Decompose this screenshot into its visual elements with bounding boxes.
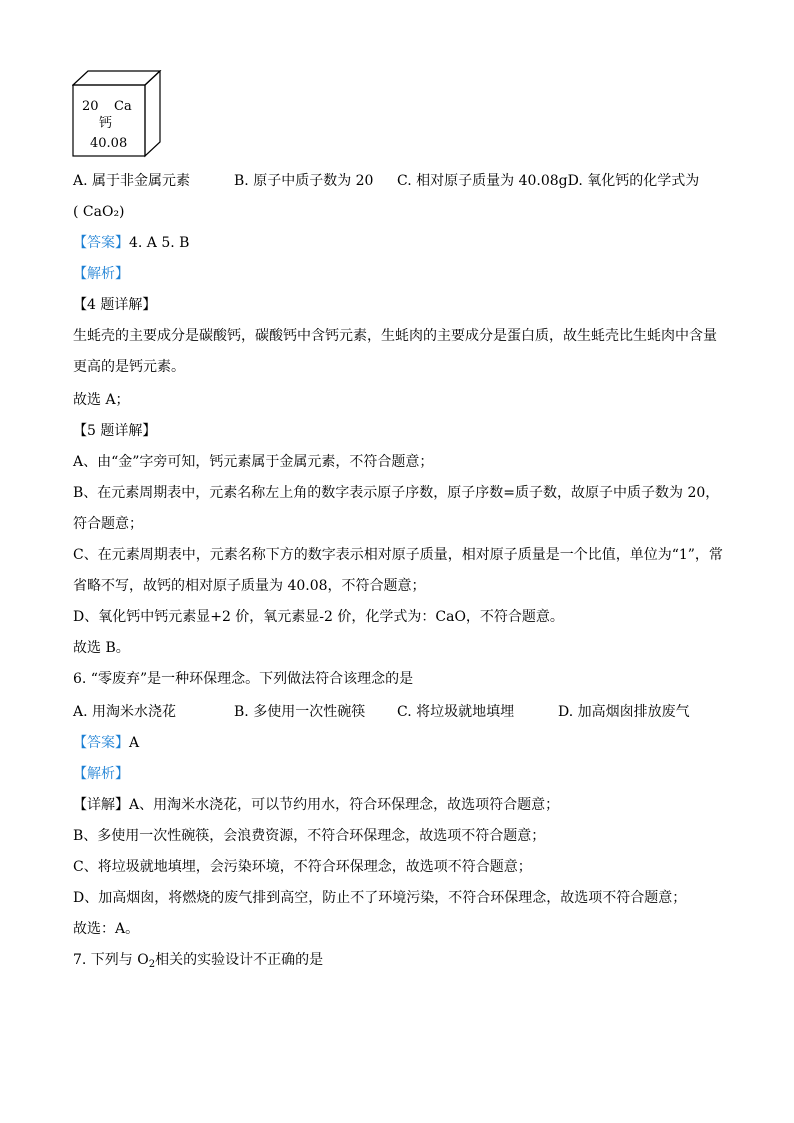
analysis-label: 【解析】: [73, 266, 129, 282]
q7-stem: 7. 下列与 $O_2$相关的实验设计不正确的是: [73, 952, 324, 970]
q6-option-c: C. 将垃圾就地填埋: [397, 704, 515, 720]
element-symbol: Ca: [114, 99, 132, 114]
atomic-mass: 40.08: [90, 136, 128, 151]
q6-option-d: D. 加高烟囱排放废气: [558, 704, 690, 720]
q5-option-a: A. 属于非金属元素: [73, 173, 191, 189]
q6-detail-text: A、用淘米水浇花，可以节约用水，符合环保理念，故选项符合题意；: [129, 797, 560, 813]
q6-detail-line: D、加高烟囱，将燃烧的废气排到高空，防止不了环境污染，不符合环保理念，故选项不符合题意；: [73, 890, 687, 906]
q5-detail-line: 故选 B。: [73, 640, 130, 656]
q5-detail-tag: 【5 题详解】: [73, 423, 157, 439]
q4-detail-line: 更高的是钙元素。: [73, 359, 185, 375]
q4-detail-line: 故选 A；: [73, 392, 130, 408]
atomic-number: 20: [82, 99, 99, 114]
q5-option-d-continued: ( CaO₂): [73, 204, 125, 220]
q6-option-b: B. 多使用一次性碗筷: [234, 704, 366, 720]
q6-detail-line: 故选：A。: [73, 921, 140, 937]
q5-option-b: B. 原子中质子数为 20: [234, 173, 374, 189]
q4-detail-line: 生蚝壳的主要成分是碳酸钙，碳酸钙中含钙元素，生蚝肉的主要成分是蛋白质，故生蚝壳比生蚝肉中含量: [73, 328, 717, 344]
q6-detail-line: [73, 795, 559, 815]
q5-detail-line: A、由“金”字旁可知，钙元素属于金属元素，不符合题意；: [73, 454, 434, 470]
q6-answer-text: A: [129, 735, 140, 751]
q5-option-cd: C. 相对原子质量为 40.08gD. 氧化钙的化学式为: [397, 173, 700, 189]
answer-text: 4. A 5. B: [129, 235, 190, 251]
q5-detail-line: 符合题意；: [73, 516, 143, 532]
answer-45: [73, 233, 189, 253]
q5-detail-line: C、在元素周期表中，元素名称下方的数字表示相对原子质量，相对原子质量是一个比值，单位为“1”，常: [73, 547, 723, 563]
q6-answer: [73, 733, 139, 753]
element-name: 钙: [99, 116, 113, 131]
q5-detail-line: 省略不写，故钙的相对原子质量为 40.08，不符合题意；: [73, 578, 426, 594]
q6-answer-tag: 【答案】: [73, 735, 129, 751]
q6-detail-line: B、多使用一次性碗筷，会浪费资源，不符合环保理念，故选项不符合题意；: [73, 828, 546, 844]
q5-detail-line: D、氧化钙中钙元素显+2 价，氧元素显-2 价，化学式为：CaO，不符合题意。: [73, 609, 564, 625]
q6-detail-tag: 【详解】: [73, 797, 129, 813]
answer-tag: 【答案】: [73, 235, 129, 251]
q6-stem: 6. “零废弃”是一种环保理念。下列做法符合该理念的是: [73, 671, 414, 687]
q6-analysis-label: 【解析】: [73, 766, 129, 782]
q6-option-a: A. 用淘米水浇花: [73, 704, 177, 720]
card-side-face: [145, 71, 160, 156]
q5-detail-line: B、在元素周期表中，元素名称左上角的数字表示原子序数，原子序数=质子数，故原子中质子数为 20，: [73, 485, 720, 501]
element-card-diagram: [72, 70, 164, 158]
q6-detail-line: C、将垃圾就地填埋，会污染环境，不符合环保理念，故选项不符合题意；: [73, 859, 532, 875]
q4-detail-tag: 【4 题详解】: [73, 297, 157, 313]
